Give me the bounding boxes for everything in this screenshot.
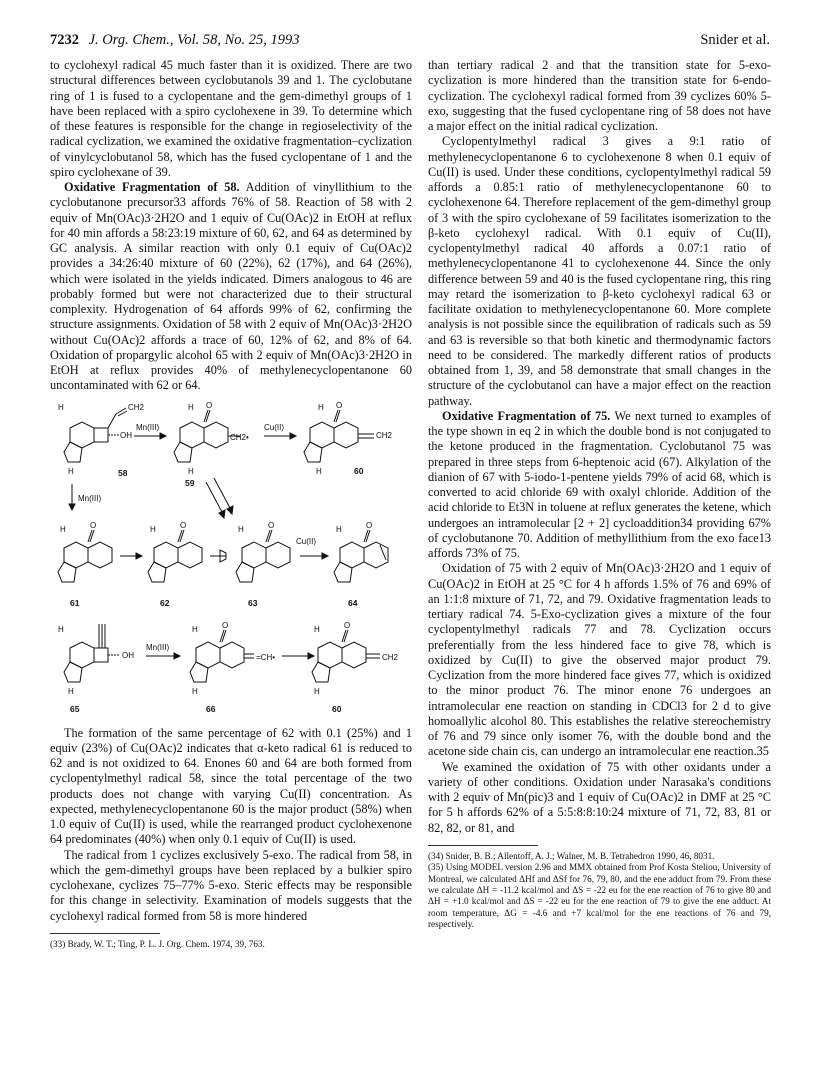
author-header: Snider et al.: [700, 32, 770, 48]
atom-label: H: [68, 466, 74, 476]
paragraph: [428, 409, 771, 562]
journal-citation: J. Org. Chem., Vol. 58, No. 25, 1993: [88, 32, 300, 48]
atom-label: CH2: [382, 652, 399, 662]
paragraph: The radical from 1 cyclizes exclusively 5-exo. The radical from 58, in which the gem-dimethyl groups have been replaced by a bulkier spiro cyclohexane, cyclizes 75–77% 5-exo. Steric effects may be responsible for this change in selectivity. Examination of models suggests that the cyclohexyl radical formed from 58 is more hindered: [50, 847, 412, 923]
paragraph: The formation of the same percentage of 62 with 0.1 (25%) and 1 equiv (23%) of Cu(OAc)2 indicates that α-keto radical 61 is reduced to 62 and is not oxidized to 64. Enones 60 and 64 are both formed from cyclopentylmethyl radical 58, since the total percentage of the two products does not change with varying Cu(II) concentration. As expected, methylenecyclopentanone 60 is the major product (58%) when 1.0 equiv of Cu(II) is used, while the rearranged product cyclohexenone 64 predominates (40%) when only 0.1 equiv of Cu(II) is used.: [50, 725, 412, 847]
atom-label: H: [188, 466, 194, 476]
reagent-label: Mn(III): [78, 493, 102, 503]
compound-number: 60: [354, 465, 364, 476]
atom-label: O: [222, 620, 229, 630]
atom-label: O: [344, 620, 351, 630]
left-column: [50, 58, 412, 950]
atom-label: CH2: [376, 430, 393, 440]
right-column: [428, 58, 771, 931]
atom-label: H: [314, 686, 320, 696]
reagent-label: Mn(III): [146, 642, 170, 652]
reagent-label: Cu(II): [296, 536, 316, 546]
reaction-scheme: [50, 400, 412, 718]
atom-label: O: [90, 520, 97, 530]
compound-number: 59: [185, 477, 195, 488]
atom-label: H: [60, 524, 66, 534]
footnote: (35) Using MODEL version 2.96 and MMX obtained from Prof Kosta Steliou, University of Montreal, we calculated ΔHf and ΔSf for 76, 79, 80, and the ene adduct from 79. From these we calculate ΔH = -11.2 kcal/mol and ΔS = -22 eu for the ene reaction of 76 to give 80 and ΔH = +1.0 kcal/mol and ΔS = -22 eu for the ene reaction of 79 to give the ene adduct. At room temperature, ΔG = -4.6 and +7 kcal/mol for the ene reactions of 76 and 79, respectively.: [428, 862, 771, 930]
atom-label: O: [268, 520, 275, 530]
atom-label: OH: [122, 650, 134, 660]
paragraph: We examined the oxidation of 75 with other oxidants under a variety of other conditions. Oxidation under Narasaka's conditions with 2 equiv of Mn(pic)3 and 1 equiv of Cu(OAc)2 in DMF at 25 °C for 5 h affords 62% of a 5:5:8:8:10:24 mixture of 71, 72, 83, 81 or 82, 82, or 81, and: [428, 759, 771, 835]
compound-number: 60: [332, 703, 342, 714]
atom-label: H: [192, 624, 198, 634]
paragraph: than tertiary radical 2 and that the transition state for 5-exo-cyclization is more hindered than the transition state for 6-endo-cyclization. The cyclohexyl radical formed from 39 cyclizes 60% 5-exo, suggesting that the fused cyclopentane ring of 58 does not have a major effect on the initial radical cyclization.: [428, 58, 771, 133]
atom-label: H: [314, 624, 320, 634]
compound-number: 63: [248, 597, 258, 608]
atom-label: H: [58, 624, 64, 634]
atom-label: H: [188, 402, 194, 412]
ring: [64, 442, 82, 462]
atom-label: H: [58, 402, 64, 412]
running-header: [50, 32, 770, 54]
atom-label: =CH•: [256, 652, 276, 662]
atom-label: H: [316, 466, 322, 476]
page-number: 7232: [50, 32, 79, 48]
footnote-divider: [428, 845, 538, 846]
atom-label: O: [206, 400, 213, 410]
atom-label: H: [238, 524, 244, 534]
atom-label: H: [318, 402, 324, 412]
atom-label: OH: [120, 430, 132, 440]
ring: [94, 428, 108, 442]
reagent-label: Cu(II): [264, 422, 284, 432]
atom-label: O: [366, 520, 373, 530]
section-heading: Oxidative Fragmentation of 58.: [64, 180, 240, 194]
atom-label: H: [192, 686, 198, 696]
footnote-divider: [50, 933, 160, 934]
compound-number: 58: [118, 467, 128, 478]
atom-label: CH2•: [230, 432, 249, 442]
paragraph: to cyclohexyl radical 45 much faster than it is oxidized. There are two structural differences between cyclobutanols 39 and 1. The cyclobutane ring of 1 is fused to a cyclopentane and the gem-dimethyl groups of 1 have been replaced with a spiro cyclohexene in 39. To determine which of these features is responsible for the change in regioselectivity of the radical cyclization, we examined the oxidative fragmentation–cyclization of vinylcyclobutanol 58, which has the fused cyclopentane of 1 and the spiro cyclohexane of 39.: [50, 58, 412, 179]
paragraph: Oxidation of 75 with 2 equiv of Mn(OAc)3·2H2O and 1 equiv of Cu(OAc)2 in EtOH at 25 °C for 4 h affords 1.5% of 76 and 69% of an 1:1:8 mixture of 71, 72, and 79. Oxidative fragmentation leads to tertiary radical 74. 5-Exo-cyclization gives a mixture of the four cyclopentylmethyl radicals 77 and 78. Cyclization occurs preferentially from the less hindered face to give 78, which is oxidized by Cu(II) to give the observed major product 79. Cyclization from the more hindered face gives 77, which is oxidized to the minor product 76. The minor enone 76 undergoes an intramolecular ene reaction on standing in CDCl3 for 2 d to give homoallylic alcohol 80. This establishes the relative stereochemistry of 76 and 79 since only isomer 76, with the double bond and the acetone side chain cis, can undergo an intramolecular ene reaction.35: [428, 561, 771, 759]
atom-label: H: [336, 524, 342, 534]
compound-number: 64: [348, 597, 358, 608]
compound-number: 61: [70, 597, 80, 608]
atom-label: O: [336, 400, 343, 410]
atom-label: H: [150, 524, 156, 534]
compound-number: 66: [206, 703, 216, 714]
atom-label: H: [68, 686, 74, 696]
compound-number: 62: [160, 597, 170, 608]
compound-number: 65: [70, 703, 80, 714]
atom-label: O: [180, 520, 187, 530]
footnote: (34) Snider, B. B.; Allentoff, A. J.; Walner, M. B. Tetrahedron 1990, 46, 8031.: [428, 850, 715, 861]
paragraph: [50, 180, 412, 394]
section-heading: Oxidative Fragmentation of 75.: [442, 408, 611, 423]
paragraph-text: We next turned to examples of the type shown in eq 2 in which the double bond is not conjugated to the ketone produced in the fragmentation. Cyclobutanol 75 was prepared in three steps from 6-heptenoic acid (67). Alkylation of the dianion of 67 with 5-iodo-1-pentene yields 79% of acid 68, which is converted to acid chloride 69 with oxalyl chloride. Addition of the acid chloride to Et3N in toluene at reflux generates the ketene, which undergoes an intramolecular [2 + 2] cycloaddition34 providing 67% of cyclobutanone 70. Addition of methyllithium from the exo face13 affords 73% of 75.: [428, 408, 771, 560]
reagent-label: Mn(III): [136, 422, 160, 432]
paragraph-text: Addition of vinyllithium to the cyclobutanone precursor33 affords 76% of 58. Reaction of 58 with 2 equiv of Mn(OAc)3·2H2O and 1 equiv of Cu(OAc)2 in EtOH at reflux for 40 min affords a 58:23:19 mixture of 60, 62, and 64 as determined by GC analysis. A similar reaction with only 0.1 equiv of Cu(OAc)2 provides a 34:26:40 mixture of 60 (22%), 62 (17%), and 64 (26%), which were isolated in the yields indicated. Dimers analogous to 46 are probably formed but were not characterized due to their structural complexity. Hydrogenation of 64 affords 99% of 62, confirming the structure assignments. Oxidation of 58 with 2 equiv of Mn(OAc)3·2H2O without Cu(OAc)2 affords a trace of 60, 12% of 62, and 8% of 64. Oxidation of propargylic alcohol 65 with 2 equiv of Mn(OAc)3·2H2O in EtOH at reflux provides 40% of methylenecyclopentanone 60 uncontaminated with 62 or 64.: [50, 180, 412, 393]
footnote: (33) Brady, W. T.; Ting, P. L. J. Org. Chem. 1974, 39, 763.: [50, 938, 265, 949]
paragraph: Cyclopentylmethyl radical 3 gives a 9:1 ratio of methylenecyclopentanone 6 to cyclohexenone 8 when 0.1 equiv of Cu(II) is used. Under these conditions, cyclopentylmethyl radical 59 affords a 0.85:1 ratio of methylenecyclopentanone 60 to cyclohexenone 64. Therefore replacement of the gem-dimethyl group of 3 with the spiro cyclohexane of 59 facilitates isomerization to the β-keto cyclohexyl radical. With 0.1 equiv of Cu(II), cyclopentylmethyl radical 40 affords a 0.07:1 ratio of methylenecyclopentanone 41 to cyclohexenone 44. Since the only difference between 59 and 40 is the fused cyclopentane ring, this ring may retard the isomerization to β-keto cyclohexyl radical 63 or facilitate oxidation to methylenecyclopentanone 60. More complete analysis is not possible since the equilibration of radicals such as 59 and 63 is reversible so that both kinetic and thermodynamic factors need to be considered. The markedly different ratios of products obtained from 1, 39, and 58 demonstrate that small changes in the structure of the cyclobutanol can have a major effect on the reaction pathway.: [428, 134, 771, 408]
atom-label: CH2: [128, 402, 145, 412]
